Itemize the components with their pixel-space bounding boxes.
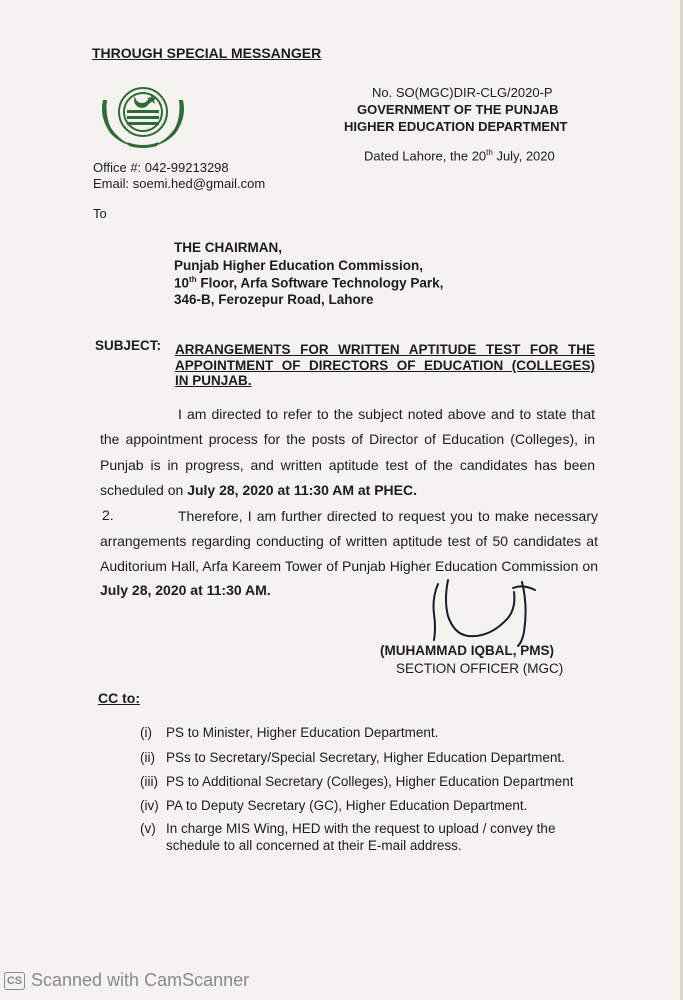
para2-line-4: July 28, 2020 at 11:30 AM. bbox=[100, 582, 271, 598]
addressee-line-4: 346-B, Ferozepur Road, Lahore bbox=[174, 292, 374, 307]
addressee-line-2: Punjab Higher Education Commission, bbox=[174, 258, 424, 273]
subject-line-2: APPOINTMENT OF DIRECTORS OF EDUCATION (COLLEGES) bbox=[175, 358, 595, 373]
scanner-watermark bbox=[4, 970, 249, 991]
subject-line-1: ARRANGEMENTS FOR WRITTEN APTITUDE TEST FOR THE bbox=[175, 342, 595, 357]
camscanner-logo-icon: CS bbox=[4, 972, 25, 990]
cc-item-continuation: schedule to all concerned at their E-mail address. bbox=[166, 838, 462, 853]
signatory-name: (MUHAMMAD IQBAL, PMS) bbox=[380, 643, 554, 658]
addressee-floor-number: 10 bbox=[174, 275, 190, 291]
cc-item: (ii) PSs to Secretary/Special Secretary, Higher Education Department. bbox=[140, 750, 565, 765]
cc-item: (v) In charge MIS Wing, HED with the request to upload / convey the bbox=[140, 821, 556, 836]
office-email: Email: soemi.hed@gmail.com bbox=[93, 176, 266, 191]
addressee-floor-superscript: th bbox=[189, 275, 197, 284]
para2-line-2: arrangements regarding conducting of written aptitude test of 50 candidates at bbox=[100, 533, 598, 549]
office-phone: Office #: 042-99213298 bbox=[93, 160, 229, 175]
subject-label: SUBJECT: bbox=[95, 338, 162, 353]
cc-item: (iv) PA to Deputy Secretary (GC), Higher Education Department. bbox=[140, 798, 528, 813]
handwritten-signature-icon bbox=[418, 578, 548, 648]
cc-heading: CC to: bbox=[98, 690, 140, 706]
para1-line-3: Punjab is in progress, and written aptitude test of the candidates has been bbox=[100, 457, 595, 473]
addressee-floor-text: Floor, Arfa Software Technology Park, bbox=[196, 275, 444, 291]
para1-line-2: the appointment process for the posts of Director of Education (Colleges), in bbox=[100, 431, 595, 447]
scanner-watermark-text: Scanned with CamScanner bbox=[31, 970, 250, 990]
letter-date bbox=[364, 148, 555, 163]
department-title: HIGHER EDUCATION DEPARTMENT bbox=[344, 119, 568, 134]
addressee-line-3 bbox=[174, 275, 443, 291]
delivery-mode: THROUGH SPECIAL MESSANGER bbox=[92, 45, 322, 61]
para1-line-4 bbox=[100, 482, 417, 498]
government-title: GOVERNMENT OF THE PUNJAB bbox=[357, 102, 559, 117]
to-label: To bbox=[93, 206, 107, 221]
para1-schedule-prefix: scheduled on bbox=[100, 482, 188, 498]
reference-number: No. SO(MGC)DIR-CLG/2020-P bbox=[372, 85, 553, 100]
para2-line-3: Auditorium Hall, Arfa Kareem Tower of Punjab Higher Education Commission on bbox=[100, 558, 598, 574]
date-superscript: th bbox=[486, 148, 493, 157]
cc-item: (i) PS to Minister, Higher Education Department. bbox=[140, 725, 439, 740]
addressee-line-1: THE CHAIRMAN, bbox=[174, 240, 282, 255]
para2-line-1: Therefore, I am further directed to request you to make necessary bbox=[178, 508, 598, 524]
para1-schedule-date: July 28, 2020 at 11:30 AM at PHEC. bbox=[187, 482, 418, 498]
para2-number: 2. bbox=[102, 507, 114, 523]
cc-item: (iii) PS to Additional Secretary (Colleges), Higher Education Department bbox=[140, 774, 574, 789]
subject-line-3: IN PUNJAB. bbox=[175, 373, 252, 388]
signatory-designation: SECTION OFFICER (MGC) bbox=[396, 661, 564, 676]
government-of-punjab-emblem-icon bbox=[97, 80, 189, 150]
date-prefix: Dated Lahore, the 20 bbox=[364, 148, 487, 164]
date-suffix: July, 2020 bbox=[492, 148, 555, 164]
para1-line-1: I am directed to refer to the subject noted above and to state that bbox=[178, 406, 595, 422]
